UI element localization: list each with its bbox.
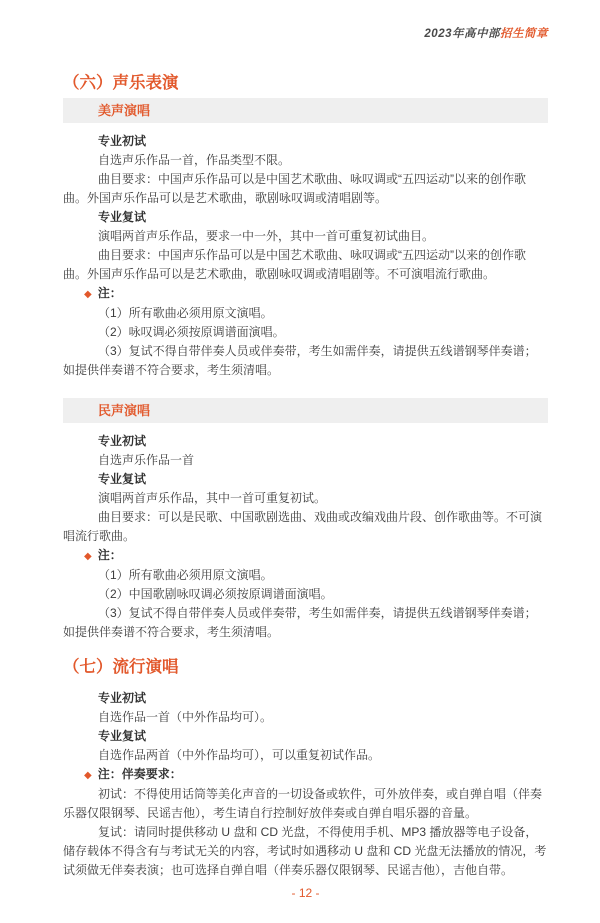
pop-note-round1-text: 初试：不得使用话筒等美化声音的一切设备或软件，可外放伴奏，或自弹自唱（伴奏乐器仅限钢琴、民谣吉他），考生请自行控制好放伴奏或自弹自唱乐器的音量。 — [63, 787, 543, 820]
bel-canto-note-item-2: （2）咏叹调必须按原调谱面演唱。 — [98, 325, 285, 339]
folk-round1-label: 专业初试 — [98, 434, 147, 448]
bel-canto-round1-requirements: 曲目要求：中国声乐作品可以是中国艺术歌曲、咏叹调或“五四运动”以来的创作歌曲。外国声乐作品可以是艺术歌曲，歌剧咏叹调或清唱剧等。 — [63, 172, 526, 205]
pop-round1-text: 自选作品一首（中外作品均可）。 — [98, 710, 273, 724]
folk-note-item-1: （1）所有歌曲必须用原文演唱。 — [98, 568, 273, 582]
folk-round2-label: 专业复试 — [98, 472, 147, 486]
page-header — [63, 26, 548, 42]
pop-round2-text: 自选作品两首（中外作品均可），可以重复初试作品。 — [98, 748, 381, 762]
bel-canto-note-label: 注： — [97, 286, 122, 300]
note-diamond-icon: ◆ — [84, 289, 92, 300]
bel-canto-note-item-1: （1）所有歌曲必须用原文演唱。 — [98, 306, 273, 320]
page-number: - 12 - — [291, 886, 320, 900]
pop-note-heading — [63, 765, 548, 785]
subsection-title-folk: 民声演唱 — [98, 403, 151, 418]
folk-round1-text: 自选声乐作品一首 — [98, 453, 195, 467]
section-6-title: （六）声乐表演 — [63, 74, 179, 92]
folk-round2-text: 演唱两首声乐作品，其中一首可重复初试。 — [98, 491, 327, 505]
note-diamond-icon: ◆ — [84, 551, 92, 562]
pop-note-round2-text: 复试：请同时提供移动 U 盘和 CD 光盘，不得使用手机、MP3 播放器等电子设备，储存载体不得含有与考试无关的内容，考试时如遇移动 U 盘和 CD 光盘无法播放的情况，考试须做无伴奏表演；也可选择自弹自唱（伴奏乐器仅限钢琴、民谣吉他），吉他自带。 — [63, 825, 547, 877]
folk-note-item-2: （2）中国歌剧咏叹调必须按原调谱面演唱。 — [98, 587, 333, 601]
folk-round2-requirements: 曲目要求：可以是民歌、中国歌剧选曲、戏曲或改编戏曲片段、创作歌曲等。不可演唱流行歌曲。 — [63, 510, 543, 543]
pop-round1-label: 专业初试 — [98, 691, 147, 705]
header-title-accent: 招生简章 — [500, 28, 548, 40]
folk-note-label: 注： — [97, 548, 122, 562]
bel-canto-round2-text: 演唱两首声乐作品，要求一中一外，其中一首可重复初试曲目。 — [98, 229, 435, 243]
folk-note-item-3: （3）复试不得自带伴奏人员或伴奏带，考生如需伴奏，请提供五线谱钢琴伴奏谱；如提供伴奏谱不符合要求，考生须清唱。 — [63, 606, 537, 639]
bel-canto-round1-label: 专业初试 — [98, 134, 147, 148]
pop-round2-label: 专业复试 — [98, 729, 147, 743]
bel-canto-round2-requirements: 曲目要求：中国声乐作品可以是中国艺术歌曲、咏叹调或“五四运动”以来的创作歌曲。外国声乐作品可以是艺术歌曲，歌剧咏叹调或清唱剧等。不可演唱流行歌曲。 — [63, 248, 526, 281]
bel-canto-round2-label: 专业复试 — [98, 210, 147, 224]
bel-canto-note-item-3: （3）复试不得自带伴奏人员或伴奏带，考生如需伴奏，请提供五线谱钢琴伴奏谱；如提供伴奏谱不符合要求，考生须清唱。 — [63, 344, 537, 377]
page-footer — [63, 885, 548, 907]
subsection-header-folk — [63, 398, 548, 423]
note-diamond-icon: ◆ — [84, 770, 92, 781]
bel-canto-note-heading — [63, 284, 548, 304]
subsection-title-bel-canto: 美声演唱 — [98, 103, 151, 118]
header-title-prefix: 2023年高中部 — [424, 28, 500, 40]
subsection-header-bel-canto — [63, 98, 548, 123]
section-7-title: （七）流行演唱 — [63, 658, 179, 676]
pop-note-label: 注：伴奏要求： — [97, 767, 182, 781]
bel-canto-round1-text: 自选声乐作品一首，作品类型不限。 — [98, 153, 291, 167]
folk-note-heading — [63, 546, 548, 566]
